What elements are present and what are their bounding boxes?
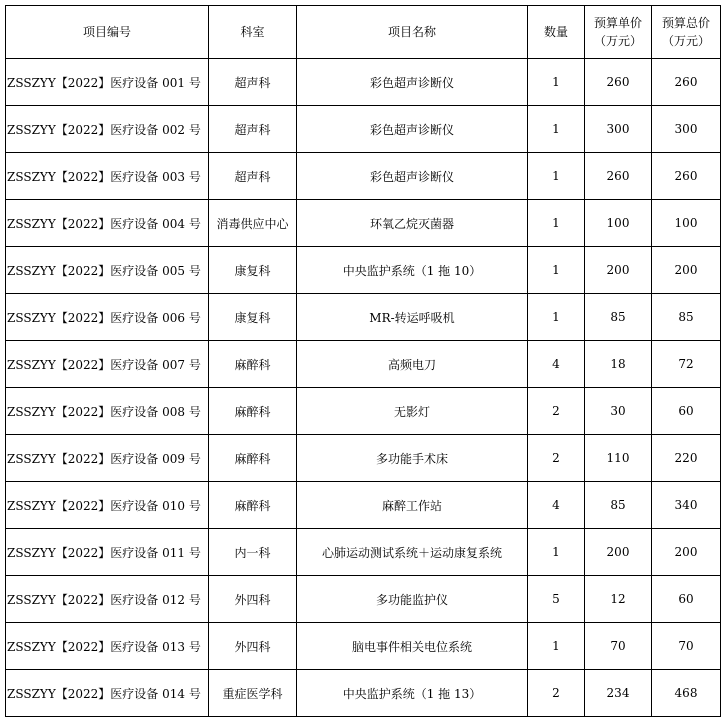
cell-qty: 4 (528, 341, 585, 388)
cell-dept: 康复科 (209, 247, 297, 294)
cell-total-price: 200 (652, 529, 721, 576)
cell-unit-price: 200 (585, 247, 652, 294)
table-row (6, 106, 721, 153)
cell-name: 彩色超声诊断仪 (297, 106, 528, 153)
table-row (6, 341, 721, 388)
cell-qty: 1 (528, 59, 585, 106)
cell-name: MR-转运呼吸机 (297, 294, 528, 341)
header-dept: 科室 (209, 6, 297, 59)
cell-total-price: 260 (652, 59, 721, 106)
header-code: 项目编号 (6, 6, 209, 59)
cell-unit-price: 300 (585, 106, 652, 153)
cell-name: 多功能监护仪 (297, 576, 528, 623)
header-total-price-unit: （万元） (661, 34, 710, 48)
header-unit-price (585, 6, 652, 59)
cell-name: 高频电刀 (297, 341, 528, 388)
cell-qty: 5 (528, 576, 585, 623)
cell-code: ZSSZYY【2022】医疗设备 012 号 (6, 576, 209, 623)
cell-name: 彩色超声诊断仪 (297, 59, 528, 106)
cell-total-price: 300 (652, 106, 721, 153)
table-row (6, 670, 721, 717)
cell-total-price: 468 (652, 670, 721, 717)
cell-qty: 4 (528, 482, 585, 529)
cell-dept: 超声科 (209, 106, 297, 153)
cell-qty: 1 (528, 153, 585, 200)
cell-unit-price: 200 (585, 529, 652, 576)
cell-dept: 超声科 (209, 153, 297, 200)
cell-qty: 2 (528, 388, 585, 435)
cell-code: ZSSZYY【2022】医疗设备 006 号 (6, 294, 209, 341)
header-unit-price-unit: （万元） (593, 34, 642, 48)
table-row (6, 576, 721, 623)
cell-total-price: 340 (652, 482, 721, 529)
cell-dept: 消毒供应中心 (209, 200, 297, 247)
cell-name: 麻醉工作站 (297, 482, 528, 529)
header-row (6, 6, 721, 59)
cell-total-price: 200 (652, 247, 721, 294)
cell-unit-price: 234 (585, 670, 652, 717)
cell-total-price: 60 (652, 576, 721, 623)
header-unit-price-label: 预算单价 (593, 16, 642, 30)
cell-total-price: 100 (652, 200, 721, 247)
cell-code: ZSSZYY【2022】医疗设备 011 号 (6, 529, 209, 576)
table-row (6, 623, 721, 670)
cell-dept: 麻醉科 (209, 482, 297, 529)
cell-name: 多功能手术床 (297, 435, 528, 482)
cell-unit-price: 18 (585, 341, 652, 388)
cell-dept: 外四科 (209, 576, 297, 623)
header-name: 项目名称 (297, 6, 528, 59)
cell-total-price: 72 (652, 341, 721, 388)
table-row (6, 482, 721, 529)
table-row (6, 388, 721, 435)
table-row (6, 247, 721, 294)
cell-qty: 1 (528, 294, 585, 341)
cell-dept: 超声科 (209, 59, 297, 106)
cell-unit-price: 12 (585, 576, 652, 623)
cell-code: ZSSZYY【2022】医疗设备 005 号 (6, 247, 209, 294)
cell-dept: 麻醉科 (209, 435, 297, 482)
cell-unit-price: 110 (585, 435, 652, 482)
cell-code: ZSSZYY【2022】医疗设备 004 号 (6, 200, 209, 247)
cell-unit-price: 100 (585, 200, 652, 247)
cell-code: ZSSZYY【2022】医疗设备 009 号 (6, 435, 209, 482)
cell-code: ZSSZYY【2022】医疗设备 010 号 (6, 482, 209, 529)
cell-code: ZSSZYY【2022】医疗设备 014 号 (6, 670, 209, 717)
cell-name: 心肺运动测试系统＋运动康复系统 (297, 529, 528, 576)
cell-name: 中央监护系统（1 拖 10） (297, 247, 528, 294)
cell-unit-price: 260 (585, 59, 652, 106)
cell-dept: 康复科 (209, 294, 297, 341)
cell-qty: 2 (528, 670, 585, 717)
cell-qty: 2 (528, 435, 585, 482)
cell-code: ZSSZYY【2022】医疗设备 007 号 (6, 341, 209, 388)
cell-name: 中央监护系统（1 拖 13） (297, 670, 528, 717)
cell-name: 环氧乙烷灭菌器 (297, 200, 528, 247)
cell-code: ZSSZYY【2022】医疗设备 013 号 (6, 623, 209, 670)
table-row (6, 59, 721, 106)
cell-dept: 内一科 (209, 529, 297, 576)
cell-unit-price: 85 (585, 294, 652, 341)
cell-qty: 1 (528, 200, 585, 247)
cell-name: 彩色超声诊断仪 (297, 153, 528, 200)
cell-code: ZSSZYY【2022】医疗设备 001 号 (6, 59, 209, 106)
header-total-price (652, 6, 721, 59)
cell-qty: 1 (528, 106, 585, 153)
header-total-price-label: 预算总价 (661, 16, 710, 30)
budget-table (5, 5, 721, 717)
cell-unit-price: 70 (585, 623, 652, 670)
cell-dept: 麻醉科 (209, 388, 297, 435)
cell-dept: 麻醉科 (209, 341, 297, 388)
cell-total-price: 70 (652, 623, 721, 670)
cell-code: ZSSZYY【2022】医疗设备 008 号 (6, 388, 209, 435)
cell-unit-price: 85 (585, 482, 652, 529)
cell-name: 无影灯 (297, 388, 528, 435)
cell-code: ZSSZYY【2022】医疗设备 003 号 (6, 153, 209, 200)
header-qty: 数量 (528, 6, 585, 59)
cell-code: ZSSZYY【2022】医疗设备 002 号 (6, 106, 209, 153)
table-row (6, 200, 721, 247)
cell-dept: 外四科 (209, 623, 297, 670)
cell-unit-price: 260 (585, 153, 652, 200)
cell-total-price: 260 (652, 153, 721, 200)
cell-dept: 重症医学科 (209, 670, 297, 717)
cell-name: 脑电事件相关电位系统 (297, 623, 528, 670)
cell-unit-price: 30 (585, 388, 652, 435)
cell-total-price: 85 (652, 294, 721, 341)
cell-total-price: 220 (652, 435, 721, 482)
cell-total-price: 60 (652, 388, 721, 435)
table-row (6, 153, 721, 200)
table-row (6, 529, 721, 576)
table-row (6, 294, 721, 341)
cell-qty: 1 (528, 529, 585, 576)
table-row (6, 435, 721, 482)
cell-qty: 1 (528, 623, 585, 670)
cell-qty: 1 (528, 247, 585, 294)
